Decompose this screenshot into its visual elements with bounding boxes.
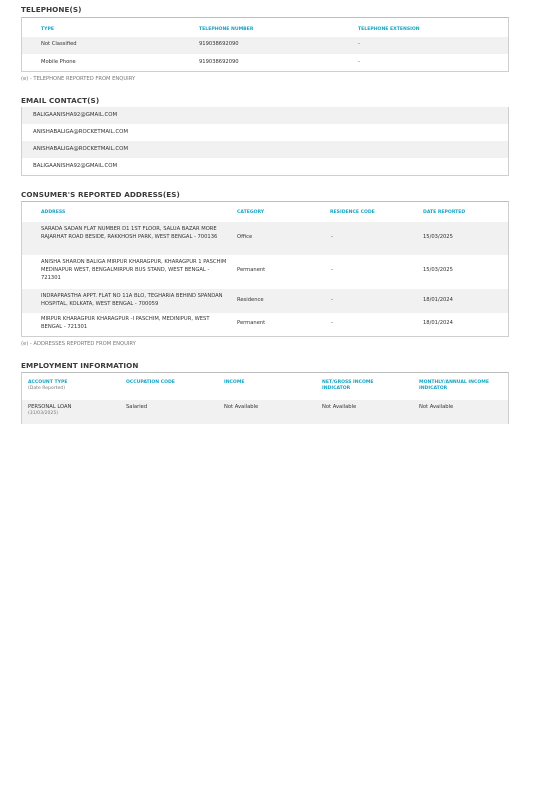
header-account-type-sub: (Date Reported) xyxy=(28,385,65,391)
telephone-extension: - xyxy=(358,41,360,47)
address-text: MIRPUR KHARAGPUR KHARAGPUR -I PASCHIM, MEDINIPUR, WEST BENGAL - 721301 xyxy=(41,316,210,330)
table-row xyxy=(22,222,508,255)
address-text: SARADA SADAN FLAT NUMBER D1 1ST FLOOR, SALUA BAZAR MORE RAJARHAT ROAD BESIDE, RAKKHOSH PARK, WEST BENGAL - 700136 xyxy=(41,226,218,240)
account-date-reported: (31/03/2025) xyxy=(28,410,59,416)
date-reported: 18/01/2024 xyxy=(423,320,453,326)
occupation-code: Salaried xyxy=(126,404,148,410)
telephones-table xyxy=(21,17,509,72)
residence-code: - xyxy=(331,320,333,326)
header-income: INCOME xyxy=(224,380,245,385)
list-item xyxy=(22,141,508,158)
email-address: BALIGAANISHA92@GMAIL.COM xyxy=(33,112,118,118)
telephone-enquiry-note: (e) - TELEPHONE REPORTED FROM ENQUIRY xyxy=(21,76,136,82)
employment-table xyxy=(21,372,509,424)
residence-code: - xyxy=(331,234,333,240)
telephone-type: Mobile Phone xyxy=(41,59,76,65)
net-gross-indicator: Not Available xyxy=(322,404,357,410)
emails-list xyxy=(21,107,509,176)
header-occupation-code: OCCUPATION CODE xyxy=(126,380,175,385)
list-item xyxy=(22,107,508,124)
addresses-section-title: CONSUMER'S REPORTED ADDRESS(ES) xyxy=(21,190,180,199)
table-row xyxy=(22,37,508,54)
table-row xyxy=(22,400,508,424)
header-account-type-label: ACCOUNT TYPE xyxy=(28,380,68,385)
date-reported: 18/01/2024 xyxy=(423,297,453,303)
header-type: TYPE xyxy=(41,27,54,32)
emails-section-title: EMAIL CONTACT(S) xyxy=(21,96,100,105)
telephone-type: Not Classified xyxy=(41,41,77,47)
table-row xyxy=(22,55,508,72)
address-text: INDRAPRASTHA APPT. FLAT NO 11A BLO, TEGHARIA BEHIND SPANDAN HOSPITAL, KOLKATA, WEST BENGAL - 700059 xyxy=(41,293,223,307)
list-item xyxy=(22,124,508,141)
header-date-reported: DATE REPORTED xyxy=(423,210,466,215)
header-monthly-annual-indicator: MONTHLY/ANNUAL INCOME INDICATOR xyxy=(419,380,489,391)
address-category: Office xyxy=(237,234,253,240)
header-account-type xyxy=(28,380,67,391)
monthly-annual-indicator: Not Available xyxy=(419,404,454,410)
address-category: Residence xyxy=(237,297,264,303)
table-row xyxy=(22,313,508,337)
employment-section-title: EMPLOYMENT INFORMATION xyxy=(21,361,139,370)
telephones-section-title: TELEPHONE(S) xyxy=(21,5,82,14)
address-enquiry-note: (e) - ADDRESSES REPORTED FROM ENQUIRY xyxy=(21,341,136,347)
income-value: Not Available xyxy=(224,404,259,410)
address-category: Permanent xyxy=(237,320,266,326)
telephone-number: 919038692090 xyxy=(199,59,239,65)
table-row xyxy=(22,255,508,289)
residence-code: - xyxy=(331,267,333,273)
date-reported: 15/03/2025 xyxy=(423,267,453,273)
account-type: PERSONAL LOAN xyxy=(28,404,72,410)
header-telephone-number: TELEPHONE NUMBER xyxy=(199,27,254,32)
email-address: ANISHABALIGA@ROCKETMAIL.COM xyxy=(33,146,128,152)
telephone-number: 919038692090 xyxy=(199,41,239,47)
telephone-extension: - xyxy=(358,59,360,65)
header-residence-code: RESIDENCE CODE xyxy=(330,210,375,215)
header-address: ADDRESS xyxy=(41,210,66,215)
residence-code: - xyxy=(331,297,333,303)
email-address: ANISHABALIGA@ROCKETMAIL.COM xyxy=(33,129,128,135)
header-telephone-extension: TELEPHONE EXTENSION xyxy=(358,27,420,32)
account-type-cell xyxy=(28,404,71,417)
email-address: BALIGAANISHA92@GMAIL.COM xyxy=(33,163,118,169)
addresses-table xyxy=(21,201,509,337)
table-row xyxy=(22,289,508,313)
date-reported: 15/03/2025 xyxy=(423,234,453,240)
address-category: Permanent xyxy=(237,267,266,273)
header-category: CATEGORY xyxy=(237,210,265,215)
list-item xyxy=(22,158,508,175)
header-net-gross-indicator: NET/GROSS INCOME INDICATOR xyxy=(322,380,374,391)
address-text: ANISHA SHARON BALIGA MIRPUR KHARAGPUR, KHARAGPUR 1 PASCHIM MEDINAPUR WEST, BENGALMIRPUR BUS STAND, WEST BENGAL - 721301 xyxy=(41,259,227,281)
